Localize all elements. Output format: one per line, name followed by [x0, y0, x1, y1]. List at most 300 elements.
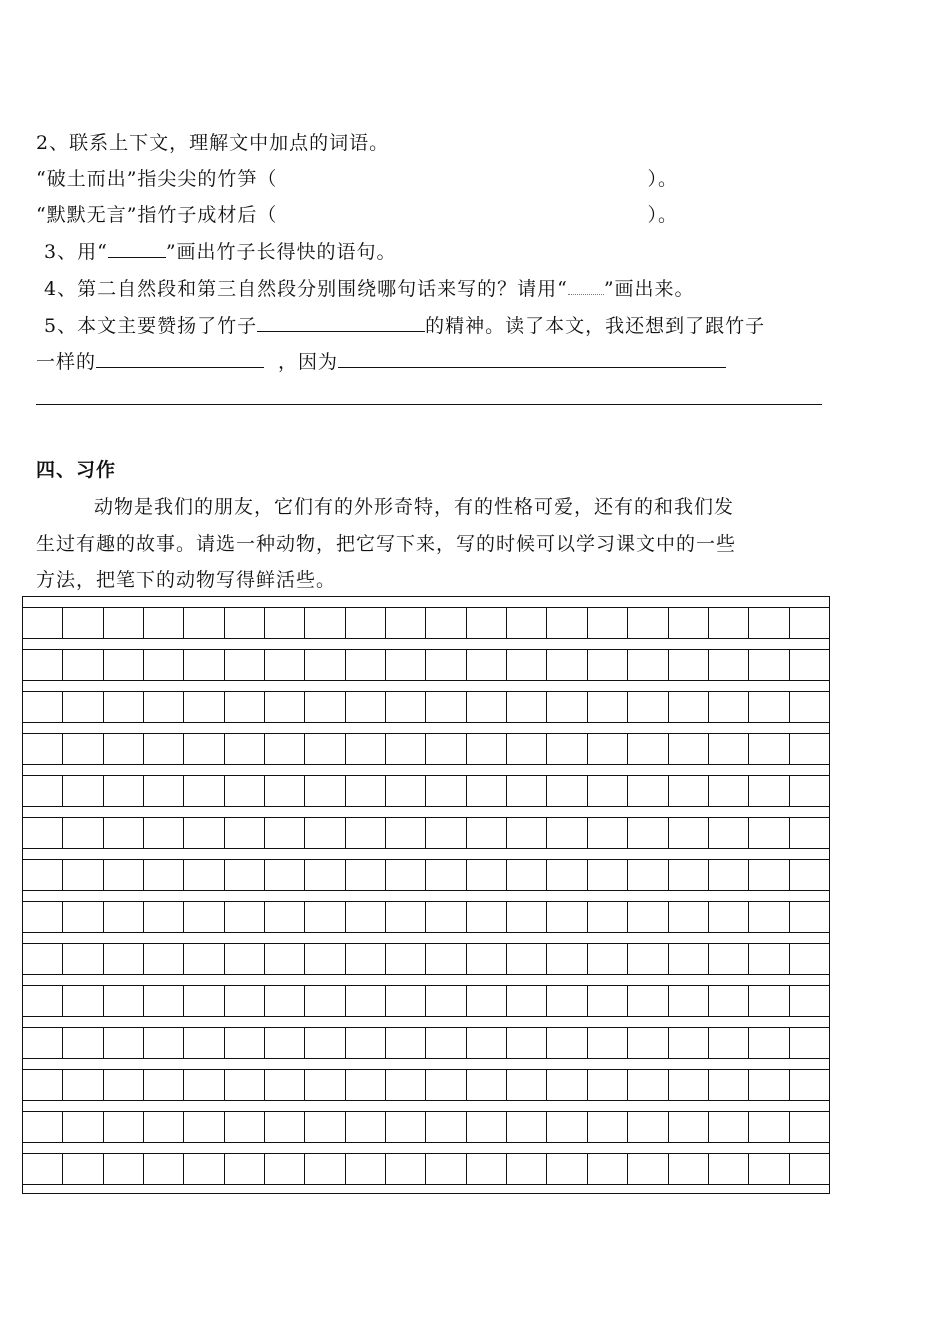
grid-cell[interactable]	[748, 608, 788, 639]
grid-cells	[22, 1111, 830, 1143]
grid-cell[interactable]	[183, 734, 223, 765]
grid-cell[interactable]	[425, 1112, 465, 1143]
grid-cell[interactable]	[668, 818, 708, 849]
grid-cell[interactable]	[748, 776, 788, 807]
grid-cell[interactable]	[183, 650, 223, 681]
grid-cell[interactable]	[748, 1154, 788, 1185]
grid-cells	[22, 985, 830, 1017]
grid-cell[interactable]	[466, 944, 506, 975]
grid-cell[interactable]	[425, 860, 465, 891]
grid-cell[interactable]	[62, 818, 102, 849]
grid-cell[interactable]	[103, 818, 143, 849]
grid-cell[interactable]	[425, 1154, 465, 1185]
grid-row	[22, 596, 830, 638]
grid-cell[interactable]	[748, 902, 788, 933]
grid-cell[interactable]	[425, 986, 465, 1017]
grid-cell[interactable]	[22, 1112, 62, 1143]
grid-cell[interactable]	[627, 944, 667, 975]
grid-cell[interactable]	[668, 1154, 708, 1185]
grid-cell[interactable]	[345, 818, 385, 849]
grid-cell[interactable]	[345, 1154, 385, 1185]
grid-cell[interactable]	[466, 818, 506, 849]
grid-cell[interactable]	[385, 818, 425, 849]
grid-cell[interactable]	[143, 944, 183, 975]
grid-cell[interactable]	[627, 1154, 667, 1185]
grid-cell[interactable]	[385, 650, 425, 681]
grid-cell[interactable]	[143, 734, 183, 765]
grid-cell[interactable]	[546, 818, 586, 849]
grid-cell[interactable]	[103, 1112, 143, 1143]
grid-cell[interactable]	[627, 986, 667, 1017]
grid-cell[interactable]	[345, 944, 385, 975]
grid-cell[interactable]	[587, 902, 627, 933]
grid-cell[interactable]	[22, 734, 62, 765]
grid-cell[interactable]	[546, 986, 586, 1017]
grid-cell[interactable]	[345, 608, 385, 639]
grid-cell[interactable]	[62, 944, 102, 975]
grid-cell[interactable]	[708, 1070, 748, 1101]
grid-cell[interactable]	[183, 608, 223, 639]
grid-cell[interactable]	[466, 776, 506, 807]
underline-sample	[108, 239, 166, 258]
grid-cell[interactable]	[587, 650, 627, 681]
grid-cell[interactable]	[62, 734, 102, 765]
grid-cell[interactable]	[466, 608, 506, 639]
grid-row	[22, 974, 830, 1016]
grid-cell[interactable]	[304, 650, 344, 681]
grid-cell[interactable]	[668, 608, 708, 639]
grid-cells	[22, 733, 830, 765]
grid-cell[interactable]	[183, 902, 223, 933]
grid-cell[interactable]	[304, 1028, 344, 1059]
grid-cell[interactable]	[143, 692, 183, 723]
grid-cell[interactable]	[143, 776, 183, 807]
grid-cell[interactable]	[627, 734, 667, 765]
grid-cell[interactable]	[304, 818, 344, 849]
grid-cell[interactable]	[103, 1070, 143, 1101]
grid-cell[interactable]	[304, 1154, 344, 1185]
grid-cell[interactable]	[62, 986, 102, 1017]
grid-cell[interactable]	[304, 608, 344, 639]
grid-cell[interactable]	[62, 1028, 102, 1059]
grid-cell[interactable]	[587, 818, 627, 849]
grid-cell[interactable]	[345, 1112, 385, 1143]
grid-cell[interactable]	[466, 692, 506, 723]
grid-cell[interactable]	[103, 986, 143, 1017]
grid-cell[interactable]	[668, 860, 708, 891]
grid-cell[interactable]	[224, 650, 264, 681]
grid-cell[interactable]	[789, 608, 830, 639]
grid-cell[interactable]	[62, 1112, 102, 1143]
grid-cell[interactable]	[143, 1154, 183, 1185]
grid-cell[interactable]	[385, 776, 425, 807]
grid-cell[interactable]	[627, 692, 667, 723]
grid-cell[interactable]	[345, 860, 385, 891]
grid-cell[interactable]	[385, 944, 425, 975]
grid-cell[interactable]	[103, 1028, 143, 1059]
grid-cell[interactable]	[264, 692, 304, 723]
grid-cell[interactable]	[668, 1028, 708, 1059]
grid-cell[interactable]	[708, 1112, 748, 1143]
grid-cell[interactable]	[425, 1070, 465, 1101]
grid-cell[interactable]	[546, 944, 586, 975]
grid-cell[interactable]	[748, 944, 788, 975]
grid-cells	[22, 1069, 830, 1101]
grid-cell[interactable]	[183, 860, 223, 891]
grid-cell[interactable]	[708, 1154, 748, 1185]
grid-cell[interactable]	[22, 776, 62, 807]
grid-cell[interactable]	[224, 1070, 264, 1101]
grid-cell[interactable]	[546, 1112, 586, 1143]
grid-cell[interactable]	[224, 1028, 264, 1059]
grid-cell[interactable]	[708, 818, 748, 849]
grid-cell[interactable]	[304, 944, 344, 975]
grid-cell[interactable]	[587, 1028, 627, 1059]
grid-cell[interactable]	[587, 734, 627, 765]
grid-cell[interactable]	[668, 1112, 708, 1143]
grid-cell[interactable]	[224, 734, 264, 765]
grid-cell[interactable]	[22, 818, 62, 849]
grid-cell[interactable]	[264, 650, 304, 681]
grid-cell[interactable]	[466, 1112, 506, 1143]
grid-cell[interactable]	[466, 650, 506, 681]
grid-cell[interactable]	[789, 776, 830, 807]
grid-cell[interactable]	[506, 650, 546, 681]
prompt-line-1: 动物是我们的朋友，它们有的外形奇特，有的性格可爱，还有的和我们发	[94, 496, 735, 518]
grid-cell[interactable]	[304, 1070, 344, 1101]
grid-cell[interactable]	[748, 986, 788, 1017]
grid-cell[interactable]	[627, 860, 667, 891]
grid-cell[interactable]	[345, 776, 385, 807]
grid-cell[interactable]	[466, 986, 506, 1017]
grid-cell[interactable]	[183, 776, 223, 807]
grid-cell[interactable]	[789, 1112, 830, 1143]
grid-cell[interactable]	[143, 860, 183, 891]
grid-cell[interactable]	[627, 650, 667, 681]
grid-cell[interactable]	[506, 692, 546, 723]
grid-cell[interactable]	[587, 944, 627, 975]
grid-cell[interactable]	[385, 1028, 425, 1059]
grid-cell[interactable]	[103, 734, 143, 765]
grid-cell[interactable]	[22, 692, 62, 723]
grid-cell[interactable]	[224, 608, 264, 639]
answer-blank-similar[interactable]	[96, 349, 264, 368]
grid-cell[interactable]	[304, 986, 344, 1017]
grid-cell[interactable]	[264, 818, 304, 849]
grid-cell[interactable]	[506, 608, 546, 639]
grid-cell[interactable]	[546, 1028, 586, 1059]
grid-cell[interactable]	[304, 734, 344, 765]
grid-cell[interactable]	[385, 692, 425, 723]
grid-cell[interactable]	[304, 692, 344, 723]
grid-cell[interactable]	[62, 776, 102, 807]
grid-cell[interactable]	[748, 818, 788, 849]
grid-cell[interactable]	[789, 902, 830, 933]
grid-cell[interactable]	[425, 608, 465, 639]
grid-cell[interactable]	[264, 986, 304, 1017]
grid-cell[interactable]	[668, 734, 708, 765]
grid-cell[interactable]	[224, 860, 264, 891]
grid-cell[interactable]	[22, 860, 62, 891]
grid-cell[interactable]	[546, 734, 586, 765]
grid-cell[interactable]	[789, 692, 830, 723]
grid-cell[interactable]	[264, 1028, 304, 1059]
grid-cell[interactable]	[103, 944, 143, 975]
grid-cell[interactable]	[22, 650, 62, 681]
grid-cell[interactable]	[264, 1154, 304, 1185]
grid-cell[interactable]	[506, 860, 546, 891]
grid-cell[interactable]	[425, 734, 465, 765]
grid-cell[interactable]	[506, 818, 546, 849]
grid-cell[interactable]	[466, 1154, 506, 1185]
grid-cell[interactable]	[22, 986, 62, 1017]
grid-cell[interactable]	[224, 902, 264, 933]
grid-cell[interactable]	[668, 1070, 708, 1101]
grid-cell[interactable]	[425, 944, 465, 975]
grid-cell[interactable]	[385, 1112, 425, 1143]
grid-cell[interactable]	[385, 1154, 425, 1185]
grid-cell[interactable]	[264, 860, 304, 891]
grid-cell[interactable]	[143, 902, 183, 933]
grid-cell[interactable]	[345, 650, 385, 681]
grid-cell[interactable]	[748, 1070, 788, 1101]
grid-cell[interactable]	[425, 692, 465, 723]
grid-cell[interactable]	[506, 944, 546, 975]
grid-cell[interactable]	[587, 776, 627, 807]
grid-cell[interactable]	[627, 902, 667, 933]
grid-cell[interactable]	[789, 650, 830, 681]
answer-blank-reason[interactable]	[338, 349, 726, 368]
grid-cell[interactable]	[506, 902, 546, 933]
grid-cell[interactable]	[143, 608, 183, 639]
grid-cell[interactable]	[143, 650, 183, 681]
grid-cell[interactable]	[183, 1154, 223, 1185]
section-heading: 四、习作	[36, 459, 117, 481]
grid-cell[interactable]	[264, 1070, 304, 1101]
grid-cell[interactable]	[748, 860, 788, 891]
grid-cell[interactable]	[789, 1154, 830, 1185]
grid-cell[interactable]	[385, 608, 425, 639]
grid-cell[interactable]	[789, 734, 830, 765]
grid-cell[interactable]	[708, 692, 748, 723]
grid-cell[interactable]	[627, 1070, 667, 1101]
grid-cell[interactable]	[466, 1070, 506, 1101]
grid-cell[interactable]	[385, 902, 425, 933]
grid-cell[interactable]	[789, 860, 830, 891]
grid-cell[interactable]	[224, 1154, 264, 1185]
grid-cell[interactable]	[546, 608, 586, 639]
grid-cell[interactable]	[789, 1070, 830, 1101]
grid-cell[interactable]	[425, 1028, 465, 1059]
answer-blank-spirit[interactable]	[257, 313, 425, 332]
grid-cell[interactable]	[385, 734, 425, 765]
grid-cell[interactable]	[264, 608, 304, 639]
grid-cell[interactable]	[143, 1112, 183, 1143]
grid-cell[interactable]	[546, 692, 586, 723]
grid-cell[interactable]	[103, 650, 143, 681]
grid-cell[interactable]	[668, 986, 708, 1017]
grid-cell[interactable]	[264, 734, 304, 765]
grid-cell[interactable]	[506, 776, 546, 807]
grid-cell[interactable]	[789, 1028, 830, 1059]
grid-cell[interactable]	[385, 986, 425, 1017]
grid-cell[interactable]	[22, 902, 62, 933]
grid-cell[interactable]	[587, 608, 627, 639]
grid-cell[interactable]	[668, 944, 708, 975]
grid-cell[interactable]	[264, 902, 304, 933]
grid-cell[interactable]	[22, 1070, 62, 1101]
grid-cell[interactable]	[425, 902, 465, 933]
grid-cell[interactable]	[546, 860, 586, 891]
grid-cell[interactable]	[304, 860, 344, 891]
grid-cell[interactable]	[22, 608, 62, 639]
grid-cell[interactable]	[183, 944, 223, 975]
grid-row	[22, 932, 830, 974]
grid-cell[interactable]	[466, 860, 506, 891]
grid-cell[interactable]	[748, 1028, 788, 1059]
grid-cell[interactable]	[668, 692, 708, 723]
grid-cell[interactable]	[425, 818, 465, 849]
grid-cell[interactable]	[103, 902, 143, 933]
grid-cell[interactable]	[22, 1028, 62, 1059]
grid-cell[interactable]	[304, 776, 344, 807]
grid-cell[interactable]	[668, 650, 708, 681]
grid-cell[interactable]	[345, 1070, 385, 1101]
grid-cell[interactable]	[143, 1028, 183, 1059]
grid-cell[interactable]	[748, 692, 788, 723]
grid-cell[interactable]	[62, 902, 102, 933]
grid-cell[interactable]	[506, 1112, 546, 1143]
grid-cell[interactable]	[627, 608, 667, 639]
grid-cell[interactable]	[143, 818, 183, 849]
grid-cell[interactable]	[62, 860, 102, 891]
grid-cell[interactable]	[425, 650, 465, 681]
grid-cell[interactable]	[708, 776, 748, 807]
grid-cell[interactable]	[506, 1070, 546, 1101]
grid-cell[interactable]	[587, 692, 627, 723]
grid-cell[interactable]	[587, 1154, 627, 1185]
grid-cell[interactable]	[587, 860, 627, 891]
grid-cell[interactable]	[466, 902, 506, 933]
grid-cell[interactable]	[103, 860, 143, 891]
grid-cell[interactable]	[627, 818, 667, 849]
grid-cell[interactable]	[62, 1154, 102, 1185]
grid-cell[interactable]	[224, 944, 264, 975]
grid-cell[interactable]	[506, 734, 546, 765]
grid-cell[interactable]	[668, 902, 708, 933]
grid-cell[interactable]	[789, 986, 830, 1017]
grid-cell[interactable]	[587, 986, 627, 1017]
grid-cell[interactable]	[546, 902, 586, 933]
grid-bottom-margin	[22, 1184, 830, 1194]
grid-cell[interactable]	[789, 818, 830, 849]
grid-cell[interactable]	[506, 1028, 546, 1059]
grid-cell[interactable]	[789, 944, 830, 975]
grid-cell[interactable]	[183, 1112, 223, 1143]
grid-cell[interactable]	[345, 1028, 385, 1059]
grid-cell[interactable]	[466, 1028, 506, 1059]
grid-cell[interactable]	[708, 860, 748, 891]
grid-row	[22, 806, 830, 848]
grid-cell[interactable]	[385, 1070, 425, 1101]
grid-cell[interactable]	[708, 986, 748, 1017]
grid-cell[interactable]	[22, 1154, 62, 1185]
grid-cell[interactable]	[546, 776, 586, 807]
grid-cell[interactable]	[506, 986, 546, 1017]
grid-cell[interactable]	[708, 608, 748, 639]
grid-cell[interactable]	[587, 1070, 627, 1101]
grid-cell[interactable]	[183, 1070, 223, 1101]
grid-cell[interactable]	[62, 608, 102, 639]
grid-cell[interactable]	[224, 818, 264, 849]
grid-cell[interactable]	[627, 1112, 667, 1143]
grid-cell[interactable]	[708, 1028, 748, 1059]
grid-cell[interactable]	[748, 650, 788, 681]
grid-cell[interactable]	[103, 776, 143, 807]
grid-cell[interactable]	[264, 1112, 304, 1143]
question-5-line-1	[44, 313, 765, 339]
grid-cell[interactable]	[264, 944, 304, 975]
grid-cell[interactable]	[183, 692, 223, 723]
grid-cell[interactable]	[466, 734, 506, 765]
grid-cell[interactable]	[62, 650, 102, 681]
grid-cell[interactable]	[546, 650, 586, 681]
grid-cell[interactable]	[103, 608, 143, 639]
grid-cell[interactable]	[224, 986, 264, 1017]
grid-cell[interactable]	[748, 734, 788, 765]
grid-cell[interactable]	[345, 734, 385, 765]
grid-cell[interactable]	[345, 902, 385, 933]
grid-cell[interactable]	[224, 1112, 264, 1143]
grid-cell[interactable]	[183, 1028, 223, 1059]
grid-cell[interactable]	[62, 692, 102, 723]
grid-cell[interactable]	[62, 1070, 102, 1101]
grid-cell[interactable]	[708, 902, 748, 933]
grid-cell[interactable]	[668, 776, 708, 807]
grid-cell[interactable]	[506, 1154, 546, 1185]
grid-cell[interactable]	[224, 776, 264, 807]
grid-cell[interactable]	[546, 1154, 586, 1185]
grid-cell[interactable]	[304, 1112, 344, 1143]
grid-cell[interactable]	[183, 986, 223, 1017]
answer-blank-reason-continued[interactable]	[36, 404, 822, 405]
grid-cell[interactable]	[345, 986, 385, 1017]
grid-cell[interactable]	[304, 902, 344, 933]
grid-cell[interactable]	[143, 1070, 183, 1101]
grid-cell[interactable]	[103, 692, 143, 723]
grid-cell[interactable]	[224, 692, 264, 723]
grid-cell[interactable]	[143, 986, 183, 1017]
grid-cell[interactable]	[385, 860, 425, 891]
grid-cell[interactable]	[627, 776, 667, 807]
grid-cell[interactable]	[708, 944, 748, 975]
grid-cell[interactable]	[264, 776, 304, 807]
writing-grid[interactable]	[22, 596, 830, 1194]
grid-cell[interactable]	[22, 944, 62, 975]
grid-cell[interactable]	[708, 650, 748, 681]
grid-cell[interactable]	[627, 1028, 667, 1059]
question-5-text-c: 一样的	[36, 351, 97, 373]
question-2-item-a	[36, 166, 678, 192]
grid-cell[interactable]	[748, 1112, 788, 1143]
grid-cell[interactable]	[183, 818, 223, 849]
grid-cell[interactable]	[546, 1070, 586, 1101]
grid-cell[interactable]	[587, 1112, 627, 1143]
grid-cell[interactable]	[103, 1154, 143, 1185]
grid-cell[interactable]	[425, 776, 465, 807]
grid-cell[interactable]	[345, 692, 385, 723]
grid-cell[interactable]	[708, 734, 748, 765]
